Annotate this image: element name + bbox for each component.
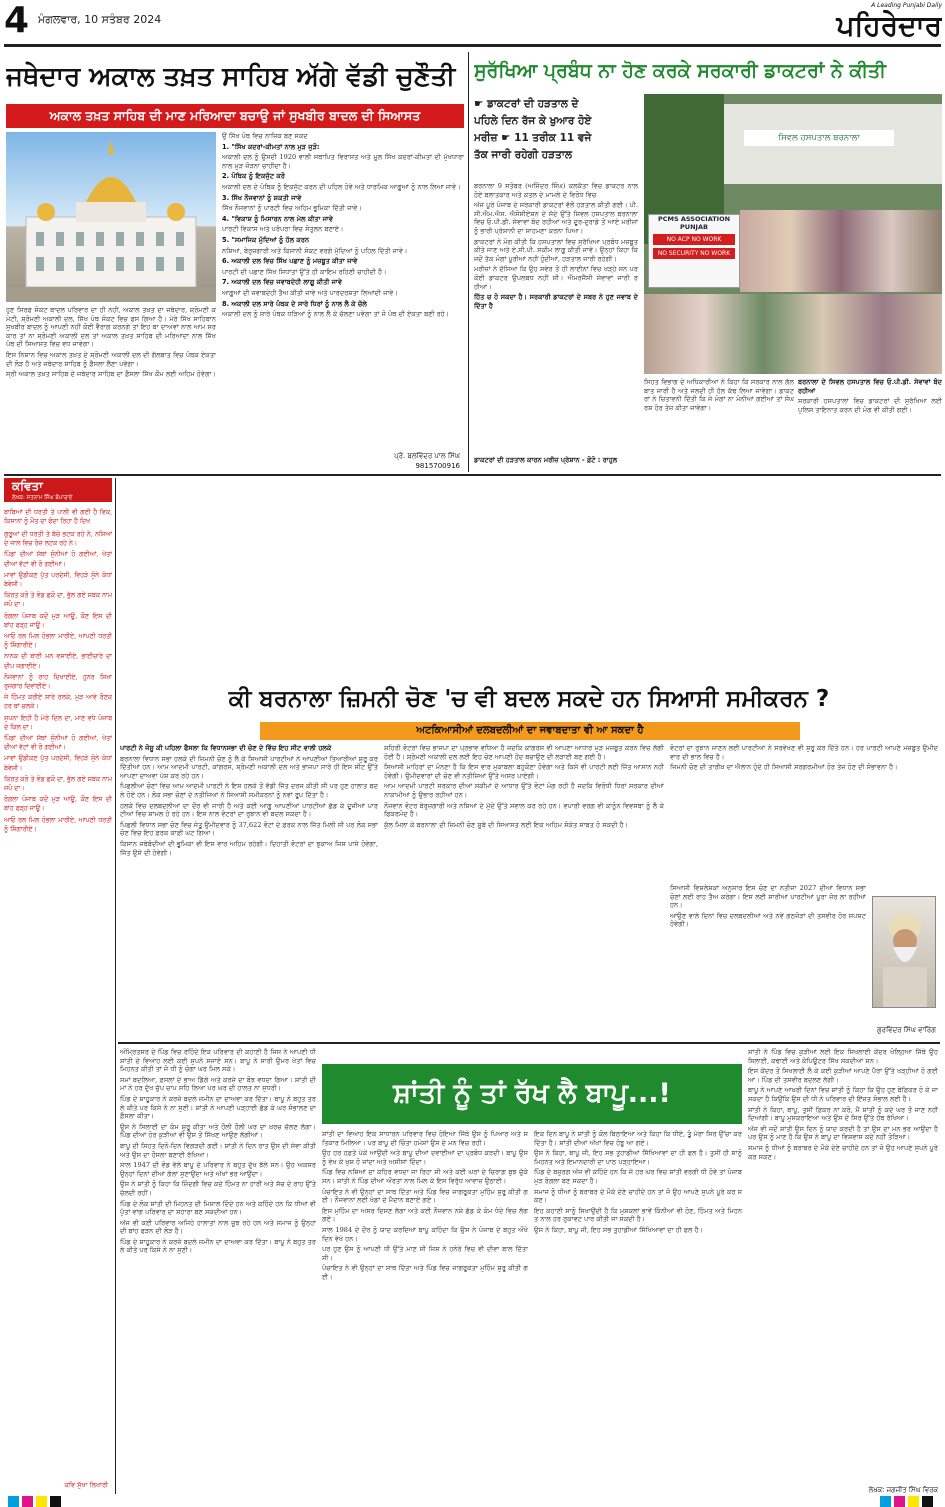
story1-intro: ਉਂ ਸਿੱਖ ਪੰਥ ਵਿਚ ਨਾਜ਼ਿਕ ਬਣ ਸਕਦ — [222, 132, 308, 140]
page-date: ਮੰਗਲਵਾਰ, 10 ਸਤੰਬਰ 2024 — [38, 13, 162, 26]
story3-headline: ਕੀ ਬਰਨਾਲਾ ਜ਼ਿਮਨੀ ਚੋਣ 'ਚ ਵੀ ਬਦਲ ਸਕਦੇ ਹਨ ਸਿਆਸੀ ਸਮੀਕਰਨ ? — [228, 686, 830, 712]
story4-headline: ਸ਼ਾਂਤੀ ਨੂੰ ਤਾਂ ਰੱਖ ਲੈ ਬਾਪੂ...! — [322, 1064, 742, 1124]
story1-point-8: 8. ਅਕਾਲੀ ਦਲ ਸਾਰੇ ਪੰਥਕ ਦੇ ਸਾਰੇ ਧਿਰਾਂ ਨੂੰ ਨਾਲ ਲੈ ਕੇ ਚੱਲੇ — [222, 299, 367, 308]
protest-group-1 — [740, 210, 942, 292]
registration-bar — [0, 1496, 945, 1507]
banner-org: PCMS ASSOCIATION — [657, 215, 731, 223]
golden-temple-illustration — [6, 132, 216, 302]
story2-col-note: ਬਰਨਾਲਾ ਦੇ ਸਿਵਲ ਹਸਪਤਾਲ ਵਿਚ ਓ.ਪੀ.ਡੀ. ਸੇਵਾਵਾਂ ਬੰਦ ਰਹੀਆਂ — [798, 378, 942, 395]
black-swatch — [50, 1496, 61, 1507]
story2-col2-text: ਸਿਹਤ ਵਿਭਾਗ ਦੇ ਅਧਿਕਾਰੀਆਂ ਨੇ ਕਿਹਾ ਕਿ ਸਰਕਾਰ ਨਾਲ ਗੱਲਬਾਤ ਜਾਰੀ ਹੈ ਅਤੇ ਜਲਦੀ ਹੀ ਹੱਲ ਕੱਢ ਲਿਆ ਜਾਵੇਗਾ। ਡਾਕਟਰਾਂ ਨੇ ਚਿਤਾਵਨੀ ਦਿੱਤੀ ਕਿ ਜੇ ਮੰਗਾਂ ਨਾ ਮੰਨੀਆਂ ਗਈਆਂ ਤਾਂ ਸੰਘਰਸ਼ ਹੋਰ ਤੇਜ਼ ਕੀਤਾ ਜਾਵੇਗਾ। — [644, 378, 794, 412]
magenta-swatch — [22, 1496, 33, 1507]
story1-point-2: 2. ਪੰਥਿਕ ਨੂੰ ਇਕਜੁੱਟ ਕਰੋ — [222, 172, 285, 181]
story1-subheadline: ਅਕਾਲ ਤਖ਼ਤ ਸਾਹਿਬ ਦੀ ਮਾਣ ਮਰਿਆਦਾ ਬਚਾਉ ਜਾਂ ਸੁਖਬੀਰ ਬਾਦਲ ਦੀ ਸਿਆਸਤ — [6, 104, 464, 128]
story3-col2-text: ਸ਼ਹਿਰੀ ਵੋਟਰਾਂ ਵਿਚ ਭਾਜਪਾ ਦਾ ਪ੍ਰਭਾਵ ਵਧਿਆ ਹੈ ਜਦਕਿ ਕਾਂਗਰਸ ਵੀ ਆਪਣਾ ਆਧਾਰ ਮੁੜ ਮਜ਼ਬੂਤ ਕਰਨ ਵਿਚ ਲੱਗੀ ਹੋਈ ਹੈ। ਸ਼੍ਰੋਮਣੀ ਅਕਾਲੀ ਦਲ ਲਈ ਇਹ ਚੋਣ ਆਪਣੀ ਹੋਂਦ ਬਚਾਉਣ ਦੀ ਲੜਾਈ ਬਣ ਗਈ ਹੈ। ਸਿਆਸੀ ਮਾਹਿਰਾਂ ਦਾ ਮੰਨਣਾ ਹੈ ਕਿ ਇਸ ਵਾਰ ਮੁਕਾਬਲਾ ਬਹੁਕੋਣਾ ਹੋਵੇਗਾ ਅਤੇ ਕਿਸੇ ਵੀ ਪਾਰਟੀ ਲਈ ਜਿੱਤ ਆਸਾਨ ਨਹੀਂ ਹੋਵੇਗੀ। ਉਮੀਦਵਾਰਾਂ ਦੀ ਚੋਣ ਵੀ ਨਤੀਜਿਆਂ ਉੱਤੇ ਅਸਰ ਪਾਏਗੀ। ਆਮ ਆਦਮੀ ਪਾਰਟੀ ਸਰਕਾਰ ਦੀਆਂ ਸਕੀਮਾਂ ਦੇ ਆਧਾਰ ਉੱਤੇ ਵੋਟਾਂ ਮੰਗ ਰਹੀ ਹੈ ਜਦਕਿ ਵਿਰੋਧੀ ਧਿਰਾਂ ਸਰਕਾਰ ਦੀਆਂ ਨਾਕਾਮੀਆਂ ਨੂੰ ਉਭਾਰ ਰਹੀਆਂ ਹਨ। ਨੌਜਵਾਨ ਵੋਟਰ ਬੇਰੁਜ਼ਗਾਰੀ ਅਤੇ ਨਸ਼ਿਆਂ ਦੇ ਮੁੱਦੇ ਉੱਤੇ ਸਵਾਲ ਕਰ ਰਹੇ ਹਨ। ਵਪਾਰੀ ਵਰਗ ਵੀ ਕਾਨੂੰਨ ਵਿਵਸਥਾ ਨੂੰ ਲੈ ਕੇ ਫਿਕਰਮੰਦ ਹੈ। ਕੁੱਲ ਮਿਲਾ ਕੇ ਬਰਨਾਲਾ ਦੀ ਜ਼ਿਮਨੀ ਚੋਣ ਸੂਬੇ ਦੀ ਸਿਆਸਤ ਲਈ ਇਕ ਅਹਿਮ ਸੰਕੇਤ ਸਾਬਤ ਹੋ ਸਕਦੀ ਹੈ। — [384, 744, 664, 829]
header-rule — [4, 44, 941, 47]
poetry-stanza-1: ਬਾਬਿਆਂ ਦੀ ਧਰਤੀ ਤੇ ਪਾਲੀ ਵੀ ਗਈ ਹੈ ਵਿਕ, ਕਿਸਾਨਾਂ ਨੂੰ ਮੌਤ ਦਾ ਫੰਦਾ ਰਿਹਾ ਹੈ ਦਿਖ — [4, 509, 112, 525]
story3-lead: ਪਾਰਟੀ ਨੇ ਜੋਸੂ ਕੀ ਪਹਿਲਾ ਫੈਸਲਾ ਕਿ ਵਿਧਾਨਸਭਾ ਦੀ ਚੋਣ ਦੇ ਵਿੱਚ ਇਹ ਸੀਟ ਵਾਲੀ ਹਲਕੇ — [120, 744, 332, 752]
story1-point-5: 5. "ਸਮਾਜਿਕ ਮੁੱਦਿਆਂ ਨੂੰ ਹੱਲ ਕਰਨ — [222, 235, 310, 244]
banner-slogan-2: NO SECURITY NO WORK — [653, 248, 735, 259]
story1-byline: ਪ੍ਰੋ. ਬਲਵਿੰਦਰ ਪਾਲ ਸਿੰਘ — [394, 452, 460, 460]
page-number: 4 — [4, 2, 30, 40]
horizontal-rule-2 — [118, 1042, 940, 1044]
story2-col1-text: ਬਰਨਾਲਾ 9 ਸਤੰਬਰ (ਅਜਿੰਦਰ ਸਿੰਘ) ਕਲਕੱਤਾ ਵਿਚ ਡਾਕਟਰ ਨਾਲ ਹੋਏ ਬਲਾਤਕਾਰ ਅਤੇ ਕਤਲ ਦੇ ਮਾਮਲੇ ਦੇ ਵਿਰੋਧ ਵਿਚ ਅੱਜ ਪੂਰੇ ਪੰਜਾਬ ਦੇ ਸਰਕਾਰੀ ਡਾਕਟਰਾਂ ਵੱਲੋਂ ਹੜਤਾਲ ਕੀਤੀ ਗਈ। ਪੀ.ਸੀ.ਐਮ.ਐਸ. ਐਸੋਸੀਏਸ਼ਨ ਦੇ ਸੱਦੇ ਉੱਤੇ ਸਿਵਲ ਹਸਪਤਾਲ ਬਰਨਾਲਾ ਵਿਚ ਓ.ਪੀ.ਡੀ. ਸੇਵਾਵਾਂ ਬੰਦ ਰਹੀਆਂ ਅਤੇ ਦੂਰ-ਦੁਰਾਡੇ ਤੋਂ ਆਏ ਮਰੀਜ਼ਾਂ ਨੂੰ ਭਾਰੀ ਪ੍ਰੇਸ਼ਾਨੀ ਦਾ ਸਾਹਮਣਾ ਕਰਨਾ ਪਿਆ। ਡਾਕਟਰਾਂ ਨੇ ਮੰਗ ਕੀਤੀ ਕਿ ਹਸਪਤਾਲਾਂ ਵਿਚ ਸੁਰੱਖਿਆ ਪ੍ਰਬੰਧ ਮਜ਼ਬੂਤ ਕੀਤੇ ਜਾਣ ਅਤੇ ਏ.ਸੀ.ਪੀ. ਸਕੀਮ ਲਾਗੂ ਕੀਤੀ ਜਾਵੇ। ਉਨ੍ਹਾਂ ਕਿਹਾ ਕਿ ਜਦੋਂ ਤੱਕ ਮੰਗਾਂ ਪੂਰੀਆਂ ਨਹੀਂ ਹੁੰਦੀਆਂ, ਹੜਤਾਲ ਜਾਰੀ ਰਹੇਗੀ। ਮਰੀਜ਼ਾਂ ਨੇ ਦੱਸਿਆ ਕਿ ਉਹ ਸਵੇਰ ਤੋਂ ਹੀ ਲਾਈਨਾਂ ਵਿਚ ਖੜ੍ਹੇ ਸਨ ਪਰ ਕੋਈ ਡਾਕਟਰ ਉਪਲਬਧ ਨਹੀਂ ਸੀ। ਐਮਰਜੈਂਸੀ ਸੇਵਾਵਾਂ ਜਾਰੀ ਰਹੀਆਂ। ਹਿੱਤ ਚ ਹੋ ਸਕਦਾ ਹੈ। ਸਰਕਾਰੀ ਡਾਕਟਰਾਂ ਦੇ ਸਬਰ ਨੇ ਹੁਣ ਜਵਾਬ ਦੇ ਦਿੱਤਾ ਹੈ — [474, 182, 638, 310]
magenta-swatch-right — [894, 1496, 905, 1507]
protest-group-2 — [644, 294, 942, 374]
poetry-divider — [115, 478, 116, 1494]
author-portrait-icon — [873, 897, 936, 1008]
story4-col3-text: ਇਕ ਦਿਨ ਬਾਪੂ ਨੇ ਸ਼ਾਂਤੀ ਨੂੰ ਕੋਲ ਬਿਠਾਇਆ ਅਤੇ ਕਿਹਾ ਕਿ ਧੀਏ, ਤੂੰ ਮੇਰਾ ਸਿਰ ਉੱਚਾ ਕਰ ਦਿੱਤਾ ਹੈ। ਸ਼ਾਂਤੀ ਦੀਆਂ ਅੱਖਾਂ ਵਿਚ ਹੰਝੂ ਆ ਗਏ। ਉਸ ਨੇ ਕਿਹਾ, ਬਾਪੂ ਜੀ, ਇਹ ਸਭ ਤੁਹਾਡੀਆਂ ਸਿੱਖਿਆਵਾਂ ਦਾ ਹੀ ਫਲ ਹੈ। ਤੁਸੀਂ ਹੀ ਸਾਨੂੰ ਮਿਹਨਤ ਅਤੇ ਇਮਾਨਦਾਰੀ ਦਾ ਪਾਠ ਪੜ੍ਹਾਇਆ। ਪਿੰਡ ਦੇ ਬਜ਼ੁਰਗ ਅੱਜ ਵੀ ਕਹਿੰਦੇ ਹਨ ਕਿ ਜੇ ਹਰ ਘਰ ਵਿਚ ਸ਼ਾਂਤੀ ਵਰਗੀ ਧੀ ਹੋਵੇ ਤਾਂ ਪੰਜਾਬ ਮੁੜ ਰੰਗਲਾ ਬਣ ਸਕਦਾ ਹੈ। ਸਮਾਜ ਨੂੰ ਧੀਆਂ ਨੂੰ ਬਰਾਬਰ ਦੇ ਮੌਕੇ ਦੇਣੇ ਚਾਹੀਦੇ ਹਨ ਤਾਂ ਜੋ ਉਹ ਆਪਣੇ ਸੁਪਨੇ ਪੂਰੇ ਕਰ ਸਕਣ। ਇਹ ਕਹਾਣੀ ਸਾਨੂੰ ਸਿਖਾਉਂਦੀ ਹੈ ਕਿ ਮੁਸ਼ਕਲਾਂ ਭਾਵੇਂ ਕਿੰਨੀਆਂ ਵੀ ਹੋਣ, ਹਿੰਮਤ ਅਤੇ ਮਿਹਨਤ ਨਾਲ ਹਰ ਰੁਕਾਵਟ ਪਾਰ ਕੀਤੀ ਜਾ ਸਕਦੀ ਹੈ। ਉਸ ਨੇ ਕਿਹਾ, ਬਾਪੂ ਜੀ, ਇਹ ਸਭ ਤੁਹਾਡੀਆਂ ਸਿੱਖਿਆਵਾਂ ਦਾ ਹੀ ਫਲ ਹੈ। — [534, 1130, 742, 1234]
story2-deck — [474, 96, 638, 178]
story4-byline: ਲੇਖਕ: ਜਗਜੀਤ ਸਿੰਘ ਵਿਰਕ — [868, 1486, 938, 1494]
story1-point-7: 7. ਅਕਾਲੀ ਦਲ ਵਿਚ ਜਵਾਬਦੇਹੀ ਲਾਗੂ ਕੀਤੀ ਜਾਵੇ — [222, 278, 342, 287]
story2-quote: ਹਿੱਤ ਚ ਹੋ ਸਕਦਾ ਹੈ। ਸਰਕਾਰੀ ਡਾਕਟਰਾਂ ਦੇ ਸਬਰ ਨੇ ਹੁਣ ਜਵਾਬ ਦੇ ਦਿੱਤਾ ਹੈ — [474, 293, 638, 310]
story4-col1-text: ਅੰਮ੍ਰਿਤਸਰ ਦੇ ਪਿੰਡ ਵਿਚ ਰਹਿੰਦੇ ਇਕ ਪਰਿਵਾਰ ਦੀ ਕਹਾਣੀ ਹੈ ਜਿਸ ਨੇ ਆਪਣੀ ਧੀ ਸ਼ਾਂਤੀ ਦੇ ਵਿਆਹ ਲਈ ਕਈ ਸੁਪਨੇ ਸਜਾਏ ਸਨ। ਬਾਪੂ ਨੇ ਸਾਰੀ ਉਮਰ ਖੇਤਾਂ ਵਿਚ ਮਿਹਨਤ ਕੀਤੀ ਤਾਂ ਜੋ ਧੀ ਨੂੰ ਚੰਗਾ ਘਰ ਮਿਲ ਸਕੇ। ਸਮਾਂ ਬਦਲਿਆ, ਫ਼ਸਲਾਂ ਦੇ ਭਾਅ ਡਿੱਗੇ ਅਤੇ ਕਰਜ਼ੇ ਦਾ ਬੋਝ ਵਧਦਾ ਗਿਆ। ਸ਼ਾਂਤੀ ਦੀ ਮਾਂ ਨੇ ਹਰ ਦੁੱਖ ਚੁੱਪ ਚਾਪ ਸਹਿ ਲਿਆ ਪਰ ਘਰ ਦੀ ਹਾਲਤ ਨਾ ਸੁਧਰੀ। ਪਿੰਡ ਦੇ ਸ਼ਾਹੂਕਾਰ ਨੇ ਕਰਜ਼ੇ ਬਦਲੇ ਜ਼ਮੀਨ ਦਾ ਦਾਅਵਾ ਕਰ ਦਿੱਤਾ। ਬਾਪੂ ਨੇ ਬਹੁਤ ਤਰਲੇ ਕੀਤੇ ਪਰ ਕਿਸੇ ਨੇ ਨਾ ਸੁਣੀ। ਸ਼ਾਂਤੀ ਨੇ ਆਪਣੀ ਪੜ੍ਹਾਈ ਛੱਡ ਕੇ ਘਰ ਸੰਭਾਲਣ ਦਾ ਫ਼ੈਸਲਾ ਕੀਤਾ। ਉਸ ਨੇ ਸਿਲਾਈ ਦਾ ਕੰਮ ਸ਼ੁਰੂ ਕੀਤਾ ਅਤੇ ਹੌਲੀ ਹੌਲੀ ਘਰ ਦਾ ਖ਼ਰਚ ਚੱਲਣ ਲੱਗਾ। ਪਿੰਡ ਦੀਆਂ ਹੋਰ ਕੁੜੀਆਂ ਵੀ ਉਸ ਤੋਂ ਸਿੱਖਣ ਆਉਣ ਲੱਗੀਆਂ। ਬਾਪੂ ਦੀ ਸਿਹਤ ਦਿਨੋ-ਦਿਨ ਵਿਗੜਦੀ ਗਈ। ਸ਼ਾਂਤੀ ਨੇ ਦਿਨ ਰਾਤ ਉਸ ਦੀ ਸੇਵਾ ਕੀਤੀ ਅਤੇ ਉਸ ਦਾ ਹੌਸਲਾ ਬਣਾਈ ਰੱਖਿਆ। ਸਾਲ 1947 ਦੀ ਵੰਡ ਵੇਲੇ ਬਾਪੂ ਦੇ ਪਰਿਵਾਰ ਨੇ ਬਹੁਤ ਦੁੱਖ ਝੱਲੇ ਸਨ। ਉਹ ਅਕਸਰ ਉਨ੍ਹਾਂ ਦਿਨਾਂ ਦੀਆਂ ਗੱਲਾਂ ਸੁਣਾਉਂਦਾ ਅਤੇ ਅੱਖਾਂ ਭਰ ਆਉਂਦਾ। ਉਸ ਨੇ ਸ਼ਾਂਤੀ ਨੂੰ ਕਿਹਾ ਕਿ ਜ਼ਿੰਦਗੀ ਵਿਚ ਕਦੇ ਹਿੰਮਤ ਨਾ ਹਾਰੀਂ ਅਤੇ ਸੱਚ ਦੇ ਰਾਹ ਉੱਤੇ ਚੱਲਦੀ ਰਹੀਂ। ਪਿੰਡ ਦੇ ਲੋਕ ਸ਼ਾਂਤੀ ਦੀ ਮਿਹਨਤ ਦੀ ਮਿਸਾਲ ਦਿੰਦੇ ਹਨ ਅਤੇ ਕਹਿੰਦੇ ਹਨ ਕਿ ਧੀਆਂ ਵੀ ਪੁੱਤਾਂ ਵਾਂਗ ਪਰਿਵਾਰ ਦਾ ਸਹਾਰਾ ਬਣ ਸਕਦੀਆਂ ਹਨ। ਅੱਜ ਵੀ ਕਈ ਪਰਿਵਾਰ ਅਜਿਹੇ ਹਾਲਾਤਾਂ ਨਾਲ ਜੂਝ ਰਹੇ ਹਨ ਅਤੇ ਸਮਾਜ ਨੂੰ ਉਨ੍ਹਾਂ ਦੀ ਬਾਂਹ ਫੜਨ ਦੀ ਲੋੜ ਹੈ। ਪਿੰਡ ਦੇ ਸ਼ਾਹੂਕਾਰ ਨੇ ਕਰਜ਼ੇ ਬਦਲੇ ਜ਼ਮੀਨ ਦਾ ਦਾਅਵਾ ਕਰ ਦਿੱਤਾ। ਬਾਪੂ ਨੇ ਬਹੁਤ ਤਰਲੇ ਕੀਤੇ ਪਰ ਕਿਸੇ ਨੇ ਨਾ ਸੁਣੀ। — [120, 1048, 316, 1255]
story1-col1-text: ਹੁਣ ਸਿਰਫ ਸੰਕਟ ਬਾਦਲ ਪਰਿਵਾਰ ਦਾ ਹੀ ਨਹੀਂ, ਅਕਾਲ ਤਖ਼ਤ ਦਾ ਜਥੇਦਾਰ, ਸ਼੍ਰੋਮਣੀ ਕਮੇਟੀ, ਸ਼੍ਰੋਮਣੀ ਅਕਾਲੀ ਦਲ, ਸਿੱਖ ਪੰਥ ਸੰਕਟ ਵਿਚ ਫਸ ਗਿਆ ਹੈ। ਮੇਰੇ ਸਿੱਖ ਸਾਹਿਬਾਨ ਸੁਖਬੀਰ ਬਾਦਲ ਨੂੰ ਆਪਣੀ ਨਹੀਂ ਕੋਈ ਵੈਰਾਗ ਕਰਨਗੇ ਤਾਂ ਇਹ ਬਾ ਦਾਅਵਾਂ ਨਾਲ ਆਮ ਸਰਕਾਰ ਤਾਂ ਨਾ ਸ਼੍ਰੋਮਣੀ ਅਕਾਲੀ ਦਲ ਤਾਂ ਅਕਾਲ ਤਖ਼ਤ ਸਾਹਿਬ ਦੀ ਮਰਿਆਦਾ ਨਾਲ ਸਿੱਖ ਪੰਥ ਦੀ ਸਿਆਸਤ ਵਿਚ ਵਧ ਜਾਵੇਗਾ। ਇਸ ਨਿਸ਼ਾਨ ਵਿਚ ਅਕਾਲ ਤਖ਼ਤ ਦੇ ਸ਼੍ਰੋਮਣੀ ਅਕਾਲੀ ਦਲ ਦੀ ਗੱਲਬਾਤ ਵਿਚ ਪੰਥਕ ਏਕਤਾ ਦੀ ਲੋੜ ਹੈ ਅਤੇ ਜਥੇਦਾਰ ਸਾਹਿਬ ਨੂੰ ਫ਼ੈਸਲਾ ਲੈਣਾ ਪਵੇਗਾ। ਸ੍ਰੀ ਅਕਾਲ ਤਖ਼ਤ ਸਾਹਿਬ ਦੇ ਜਥੇਦਾਰ ਸਾਹਿਬ ਦਾ ਫ਼ੈਸਲਾ ਸਿੱਖ ਕੌਮ ਲਈ ਅਹਿਮ ਹੋਵੇਗਾ। — [6, 306, 216, 379]
story1-point-4: 4. "ਵਿਕਾਸ਼ ਨੂੰ ਮਿਸਾਰਨ ਨਾਲ ਮੇਲ ਕੀਤਾ ਜਾਵੇ — [222, 214, 334, 223]
story1-point-1: 1. "ਸਿੱਖ ਕਦਰਾਂ-ਕੀਮਤਾਂ ਨਾਲ ਮੁੜ ਜੁੜੋ: — [222, 142, 320, 151]
author-photo — [872, 896, 936, 1008]
hospital-photo — [644, 94, 942, 374]
story1-col2-text: ਉਂ ਸਿੱਖ ਪੰਥ ਵਿਚ ਨਾਜ਼ਿਕ ਬਣ ਸਕਦ 1. "ਸਿੱਖ ਕਦਰਾਂ-ਕੀਮਤਾਂ ਨਾਲ ਮੁੜ ਜੁੜੋ: ਅਕਾਲੀ ਦਲ ਨੂੰ ਉਸਦੀ 1920 ਵਾਲੀ ਸਥਾਪਿਤ ਵਿਰਾਸਤ ਅਤੇ ਮੂਲ ਸਿੱਖ ਕਦਰਾਂ-ਕੀਮਤਾਂ ਦੀ ਮੁੱਖਧਾਰਾ ਨਾਲ ਮੁੜ ਜੋੜਨਾ ਚਾਹੀਦਾ ਹੈ। 2. ਪੰਥਿਕ ਨੂੰ ਇਕਜੁੱਟ ਕਰੋ ਅਕਾਲੀ ਦਲ ਦੇ ਪੰਥਿਕ ਨੂੰ ਇਕਜੁੱਟ ਕਰਨ ਦੀ ਪਹਿਲ ਹੋਵੇ ਅਤੇ ਧਾਰਮਿਕ ਆਗੂਆਂ ਨੂੰ ਨਾਲ ਲਿਆ ਜਾਵੇ। 3. ਸਿੱਖ ਨੌਜਵਾਨਾਂ ਨੂੰ ਸ਼ਕਤੀ ਜਾਵੇ ਸਿੱਖ ਨੌਜਵਾਨਾਂ ਨੂੰ ਪਾਰਟੀ ਵਿਚ ਅਹਿਮ ਭੂਮਿਕਾ ਦਿੱਤੀ ਜਾਵੇ। 4. "ਵਿਕਾਸ਼ ਨੂੰ ਮਿਸਾਰਨ ਨਾਲ ਮੇਲ ਕੀਤਾ ਜਾਵੇ ਪਾਰਟੀ ਵਿਕਾਸ ਅਤੇ ਪਰੰਪਰਾ ਵਿਚ ਸੰਤੁਲਨ ਬਣਾਏ। 5. "ਸਮਾਜਿਕ ਮੁੱਦਿਆਂ ਨੂੰ ਹੱਲ ਕਰਨ ਨਸ਼ਿਆਂ, ਬੇਰੁਜ਼ਗਾਰੀ ਅਤੇ ਕਿਸਾਨੀ ਸੰਕਟ ਵਰਗੇ ਮੁੱਦਿਆਂ ਨੂੰ ਪਹਿਲ ਦਿੱਤੀ ਜਾਵੇ। 6. ਅਕਾਲੀ ਦਲ ਵਿਚ ਸਿੱਖ ਪਛਾਣ ਨੂੰ ਮਜ਼ਬੂਤ ਕੀਤਾ ਜਾਵੇ ਪਾਰਟੀ ਦੀ ਪਛਾਣ ਸਿੱਖ ਸਿਧਾਂਤਾਂ ਉੱਤੇ ਹੀ ਕਾਇਮ ਰਹਿਣੀ ਚਾਹੀਦੀ ਹੈ। 7. ਅਕਾਲੀ ਦਲ ਵਿਚ ਜਵਾਬਦੇਹੀ ਲਾਗੂ ਕੀਤੀ ਜਾਵੇ ਆਗੂਆਂ ਦੀ ਜਵਾਬਦੇਹੀ ਤੈਅ ਕੀਤੀ ਜਾਵੇ ਅਤੇ ਪਾਰਦਰਸ਼ਤਾ ਲਿਆਂਦੀ ਜਾਵੇ। 8. ਅਕਾਲੀ ਦਲ ਸਾਰੇ ਪੰਥਕ ਦੇ ਸਾਰੇ ਧਿਰਾਂ ਨੂੰ ਨਾਲ ਲੈ ਕੇ ਚੱਲੇ ਅਕਾਲੀ ਦਲ ਨੂੰ ਸਾਰੇ ਪੰਥਕ ਧੜਿਆਂ ਨੂੰ ਨਾਲ ਲੈ ਕੇ ਚੱਲਣਾ ਪਵੇਗਾ ਤਾਂ ਜੋ ਪੰਥ ਦੀ ਏਕਤਾ ਬਣੀ ਰਹੇ। — [222, 132, 464, 319]
yellow-swatch — [36, 1496, 47, 1507]
yellow-swatch-right — [908, 1496, 919, 1507]
cyan-swatch — [8, 1496, 19, 1507]
deck-line-4: ਤੱਕ ਜਾਰੀ ਰਹੇਗੀ ਹੜਤਾਲ — [474, 149, 572, 161]
story3-subheadline: ਅਟਕਿਆਸੀਆਂ ਦਲਬਦਲੀਆਂ ਦਾ ਜਵਾਬਦਾਤਾ ਵੀ ਆ ਸਕਦਾ ਹੈ — [260, 722, 800, 740]
cyan-swatch-right — [880, 1496, 891, 1507]
hospital-sign: ਸਿਵਲ ਹਸਪਤਾਲ ਬਰਨਾਲਾ — [744, 130, 894, 146]
poetry-author: ਲੇਖਕ: ਸਤਨਾਮ ਸਿੰਘ ਬੋਪਾਰਾਏ — [4, 494, 112, 502]
story3-col1-text: ਪਾਰਟੀ ਨੇ ਜੋਸੂ ਕੀ ਪਹਿਲਾ ਫੈਸਲਾ ਕਿ ਵਿਧਾਨਸਭਾ ਦੀ ਚੋਣ ਦੇ ਵਿੱਚ ਇਹ ਸੀਟ ਵਾਲੀ ਹਲਕੇ ਬਰਨਾਲਾ ਵਿਧਾਨ ਸਭਾ ਹਲਕੇ ਦੀ ਜ਼ਿਮਨੀ ਚੋਣ ਨੂੰ ਲੈ ਕੇ ਸਿਆਸੀ ਪਾਰਟੀਆਂ ਨੇ ਆਪਣੀਆਂ ਤਿਆਰੀਆਂ ਸ਼ੁਰੂ ਕਰ ਦਿੱਤੀਆਂ ਹਨ। ਆਮ ਆਦਮੀ ਪਾਰਟੀ, ਕਾਂਗਰਸ, ਸ਼੍ਰੋਮਣੀ ਅਕਾਲੀ ਦਲ ਅਤੇ ਭਾਜਪਾ ਸਾਰੇ ਹੀ ਇਸ ਸੀਟ ਉੱਤੇ ਆਪਣਾ ਦਾਅਵਾ ਪੇਸ਼ ਕਰ ਰਹੇ ਹਨ। ਪਿਛਲੀਆਂ ਚੋਣਾਂ ਵਿਚ ਆਮ ਆਦਮੀ ਪਾਰਟੀ ਨੇ ਇਸ ਹਲਕੇ ਤੋਂ ਵੱਡੀ ਜਿੱਤ ਦਰਜ ਕੀਤੀ ਸੀ ਪਰ ਹੁਣ ਹਾਲਾਤ ਬਦਲੇ ਹੋਏ ਹਨ। ਲੋਕ ਸਭਾ ਚੋਣਾਂ ਦੇ ਨਤੀਜਿਆਂ ਨੇ ਸਿਆਸੀ ਸਮੀਕਰਨਾਂ ਨੂੰ ਨਵਾਂ ਰੂਪ ਦਿੱਤਾ ਹੈ। ਹਲਕੇ ਵਿਚ ਦਲਬਦਲੀਆਂ ਦਾ ਦੌਰ ਵੀ ਜਾਰੀ ਹੈ ਅਤੇ ਕਈ ਆਗੂ ਆਪਣੀਆਂ ਪਾਰਟੀਆਂ ਛੱਡ ਕੇ ਦੂਜੀਆਂ ਪਾਰਟੀਆਂ ਵਿਚ ਸ਼ਾਮਲ ਹੋ ਰਹੇ ਹਨ। ਇਸ ਨਾਲ ਵੋਟਰਾਂ ਦਾ ਰੁਝਾਨ ਵੀ ਬਦਲ ਸਕਦਾ ਹੈ। ਪਿਛਲੀ ਵਿਧਾਨ ਸਭਾ ਚੋਣ ਵਿਚ ਜੇਤੂ ਉਮੀਦਵਾਰ ਨੂੰ 37,622 ਵੋਟਾਂ ਦੇ ਫ਼ਰਕ ਨਾਲ ਜਿੱਤ ਮਿਲੀ ਸੀ ਪਰ ਲੋਕ ਸਭਾ ਚੋਣ ਵਿਚ ਇਹ ਫ਼ਰਕ ਕਾਫ਼ੀ ਘਟ ਗਿਆ। ਕਿਸਾਨ ਜਥੇਬੰਦੀਆਂ ਦੀ ਭੂਮਿਕਾ ਵੀ ਇਸ ਵਾਰ ਅਹਿਮ ਰਹੇਗੀ। ਦਿਹਾਤੀ ਵੋਟਰਾਂ ਦਾ ਝੁਕਾਅ ਜਿਸ ਪਾਸੇ ਹੋਵੇਗਾ, ਜਿੱਤ ਉਸੇ ਦੀ ਹੋਵੇਗੀ। — [120, 744, 378, 857]
story2-body-snippet: ਬਰਨਾਲਾ 9 ਸਤੰਬਰ (ਅਜਿੰਦਰ ਸਿੰਘ) ਕਲਕੱਤਾ ਵਿਚ ਡਾਕਟਰ ਨਾਲ ਹੋਏ ਬਲਾਤਕਾਰ ਅਤੇ ਕਤਲ ਦੇ ਮਾਮਲੇ ਦੇ ਵਿਰੋਧ ਵਿਚ — [474, 182, 638, 199]
poetry-body: ਗੁਰੂਆਂ ਦੀ ਧਰਤੀ ਤੇ ਬੱਚੇ ਭਟਕ ਰਹੇ ਨੇ, ਨਸ਼ਿਆਂ ਦੇ ਜਾਲ ਵਿਚ ਰੋਜ਼ ਲਟਕ ਰਹੇ ਨੇ। ਪਿੰਡਾਂ ਦੀਆਂ ਸੱਥਾਂ ਸੁੰਨੀਆਂ ਹੋ ਗਈਆਂ, ਖੇਤਾਂ ਦੀਆਂ ਵੱਟਾਂ ਵੀ ਰੋ ਗਈਆਂ। ਮਾਵਾਂ ਉਡੀਕਣ ਪੁੱਤ ਪਰਦੇਸੀ, ਵਿਹੜੇ ਸੁੰਨੇ ਕੰਧਾਂ ਬੇਵੇਸੀ। ਕਿਰਤ ਕਰੋ ਤੇ ਵੰਡ ਛਕੋ ਦਾ, ਭੁੱਲ ਗਏ ਸਬਕ ਨਾਮ ਜਪੋ ਦਾ। ਰੰਗਲਾ ਪੰਜਾਬ ਕਦੋਂ ਮੁੜ ਆਊ, ਕੌਣ ਇਸ ਦੀ ਬਾਂਹ ਫੜ੍ਹ ਜਾਊ। ਆਓ ਰਲ ਮਿਲ ਹੰਭਲਾ ਮਾਰੀਏ, ਆਪਣੀ ਧਰਤੀ ਨੂੰ ਸ਼ਿੰਗਾਰੀਏ। ਨਾਨਕ ਦੀ ਬਾਣੀ ਮਨ ਵਸਾਈਏ, ਭਾਈਚਾਰੇ ਦਾ ਦੀਪ ਜਗਾਈਏ। ਨੌਜਵਾਨਾਂ ਨੂੰ ਰਾਹ ਦਿਖਾਈਏ, ਹੁਨਰ ਸਿਖਾ ਰੁਜ਼ਗਾਰ ਦਿਵਾਈਏ। ਜੇ ਹਿੰਮਤ ਕਰੀਏ ਸਾਰੇ ਰਲਕੇ, ਮੁੜ ਆਵੇ ਰੌਣਕ ਹਰ ਥਾਂ ਚਲਕੇ। ਸੁਪਨਾ ਇਹੀ ਹੈ ਮੇਰੇ ਦਿਲ ਦਾ, ਮਾਣ ਵਧੇ ਪੰਜਾਬ ਦੇ ਕਿਲ ਦਾ। ਪਿੰਡਾਂ ਦੀਆਂ ਸੱਥਾਂ ਸੁੰਨੀਆਂ ਹੋ ਗਈਆਂ, ਖੇਤਾਂ ਦੀਆਂ ਵੱਟਾਂ ਵੀ ਰੋ ਗਈਆਂ। ਮਾਵਾਂ ਉਡੀਕਣ ਪੁੱਤ ਪਰਦੇਸੀ, ਵਿਹੜੇ ਸੁੰਨੇ ਕੰਧਾਂ ਬੇਵੇਸੀ। ਕਿਰਤ ਕਰੋ ਤੇ ਵੰਡ ਛਕੋ ਦਾ, ਭੁੱਲ ਗਏ ਸਬਕ ਨਾਮ ਜਪੋ ਦਾ। ਰੰਗਲਾ ਪੰਜਾਬ ਕਦੋਂ ਮੁੜ ਆਊ, ਕੌਣ ਇਸ ਦੀ ਬਾਂਹ ਫੜ੍ਹ ਜਾਊ। ਆਓ ਰਲ ਮਿਲ ਹੰਭਲਾ ਮਾਰੀਏ, ਆਪਣੀ ਧਰਤੀ ਨੂੰ ਸ਼ਿੰਗਾਰੀਏ। — [4, 531, 112, 833]
deck-line-2: ਪਹਿਲੇ ਦਿਨ ਰੱਜ ਕੇ ਖੁਆਰ ਹੋਏ — [474, 115, 592, 127]
banner-slogan-1: NO ACP NO WORK — [653, 234, 735, 245]
story1-phone: 9815700916 — [415, 462, 460, 470]
banner-state: PUNJAB — [680, 223, 708, 231]
story4-col4-text: ਸ਼ਾਂਤੀ ਨੇ ਪਿੰਡ ਵਿਚ ਕੁੜੀਆਂ ਲਈ ਇਕ ਸਿਖਲਾਈ ਕੇਂਦਰ ਖੋਲ੍ਹਿਆ ਜਿੱਥੇ ਉਹ ਸਿਲਾਈ, ਕਢਾਈ ਅਤੇ ਕੰਪਿਊਟਰ ਸਿੱਖ ਸਕਦੀਆਂ ਸਨ। ਇਸ ਕੇਂਦਰ ਤੋਂ ਸਿਖਲਾਈ ਲੈ ਕੇ ਕਈ ਕੁੜੀਆਂ ਆਪਣੇ ਪੈਰਾਂ ਉੱਤੇ ਖੜ੍ਹੀਆਂ ਹੋ ਗਈਆਂ। ਪਿੰਡ ਦੀ ਤਸਵੀਰ ਬਦਲਣ ਲੱਗੀ। ਬਾਪੂ ਨੇ ਆਪਣੇ ਆਖ਼ਰੀ ਦਿਨਾਂ ਵਿਚ ਸ਼ਾਂਤੀ ਨੂੰ ਕਿਹਾ ਕਿ ਉਹ ਹੁਣ ਬੇਫ਼ਿਕਰ ਹੋ ਕੇ ਜਾ ਸਕਦਾ ਹੈ ਕਿਉਂਕਿ ਉਸ ਦੀ ਧੀ ਨੇ ਪਰਿਵਾਰ ਦੀ ਇੱਜ਼ਤ ਸੰਭਾਲ ਲਈ ਹੈ। ਸ਼ਾਂਤੀ ਨੇ ਕਿਹਾ, ਬਾਪੂ, ਤੁਸੀਂ ਫ਼ਿਕਰ ਨਾ ਕਰੋ, ਮੈਂ ਸ਼ਾਂਤੀ ਨੂੰ ਕਦੇ ਘਰ ਤੋਂ ਜਾਣ ਨਹੀਂ ਦਿਆਂਗੀ। ਬਾਪੂ ਮੁਸਕਰਾਇਆ ਅਤੇ ਉਸ ਦੇ ਸਿਰ ਉੱਤੇ ਹੱਥ ਰੱਖਿਆ। ਅੱਜ ਵੀ ਜਦੋਂ ਸ਼ਾਂਤੀ ਉਸ ਦਿਨ ਨੂੰ ਯਾਦ ਕਰਦੀ ਹੈ ਤਾਂ ਉਸ ਦਾ ਮਨ ਭਰ ਆਉਂਦਾ ਹੈ ਪਰ ਉਸ ਨੂੰ ਮਾਣ ਹੈ ਕਿ ਉਸ ਨੇ ਬਾਪੂ ਦਾ ਵਿਸ਼ਵਾਸ ਕਦੇ ਨਹੀਂ ਤੋੜਿਆ। ਸਮਾਜ ਨੂੰ ਧੀਆਂ ਨੂੰ ਬਰਾਬਰ ਦੇ ਮੌਕੇ ਦੇਣੇ ਚਾਹੀਦੇ ਹਨ ਤਾਂ ਜੋ ਉਹ ਆਪਣੇ ਸੁਪਨੇ ਪੂਰੇ ਕਰ ਸਕਣ। — [748, 1048, 938, 1161]
story1-point-6: 6. ਅਕਾਲੀ ਦਲ ਵਿਚ ਸਿੱਖ ਪਛਾਣ ਨੂੰ ਮਜ਼ਬੂਤ ਕੀਤਾ ਜਾਵੇ — [222, 257, 358, 266]
masthead-title: ਪਹਿਰੇਦਾਰ — [836, 10, 942, 42]
masthead-tagline: A Leading Punjabi Daily — [871, 2, 942, 9]
story3-byline: ਗੁਰਵਿੰਦਰ ਸਿੰਘ ਵਾਰਿੰਗ — [876, 1026, 936, 1034]
poetry-signature: ਕਵਿ ਸੁੱਖਾ ਲਿਖਾਰੀ — [64, 1481, 108, 1489]
temple-photo — [6, 132, 216, 302]
deck-line-1: ☛ ਡਾਕਟਰਾਂ ਦੀ ਹੜਤਾਲ ਦੇ — [474, 98, 579, 110]
story2-headline: ਸੁਰੱਖਿਆ ਪ੍ਰਬੰਧ ਨਾ ਹੋਣ ਕਰਕੇ ਸਰਕਾਰੀ ਡਾਕਟਰਾਂ ਨੇ ਕੀਤੀ — [474, 60, 886, 82]
column-divider-top — [468, 52, 469, 472]
poetry-title: ਕਵਿਤਾ — [4, 478, 112, 494]
story4-col2-text: ਸ਼ਾਂਤੀ ਦਾ ਵਿਆਹ ਇਕ ਸਾਧਾਰਨ ਪਰਿਵਾਰ ਵਿਚ ਹੋਇਆ ਜਿੱਥੇ ਉਸ ਨੂੰ ਪਿਆਰ ਅਤੇ ਸਤਿਕਾਰ ਮਿਲਿਆ। ਪਰ ਬਾਪੂ ਦੀ ਚਿੰਤਾ ਹਮੇਸ਼ਾਂ ਉਸ ਦੇ ਮਨ ਵਿਚ ਰਹੀ। ਉਹ ਹਰ ਹਫ਼ਤੇ ਪੇਕੇ ਆਉਂਦੀ ਅਤੇ ਬਾਪੂ ਦੀਆਂ ਦਵਾਈਆਂ ਦਾ ਪ੍ਰਬੰਧ ਕਰਦੀ। ਬਾਪੂ ਉਸ ਨੂੰ ਵੇਖ ਕੇ ਖ਼ੁਸ਼ ਹੋ ਜਾਂਦਾ ਅਤੇ ਅਸੀਸਾਂ ਦਿੰਦਾ। ਪਿੰਡ ਵਿਚ ਨਸ਼ਿਆਂ ਦਾ ਕਹਿਰ ਵਧਦਾ ਜਾ ਰਿਹਾ ਸੀ ਅਤੇ ਕਈ ਘਰਾਂ ਦੇ ਚਿਰਾਗ਼ ਬੁਝ ਚੁੱਕੇ ਸਨ। ਸ਼ਾਂਤੀ ਨੇ ਪਿੰਡ ਦੀਆਂ ਔਰਤਾਂ ਨਾਲ ਮਿਲ ਕੇ ਇਸ ਵਿਰੁੱਧ ਆਵਾਜ਼ ਉਠਾਈ। ਪੰਚਾਇਤ ਨੇ ਵੀ ਉਨ੍ਹਾਂ ਦਾ ਸਾਥ ਦਿੱਤਾ ਅਤੇ ਪਿੰਡ ਵਿਚ ਜਾਗਰੂਕਤਾ ਮੁਹਿੰਮ ਸ਼ੁਰੂ ਕੀਤੀ ਗਈ। ਨੌਜਵਾਨਾਂ ਲਈ ਖੇਡਾਂ ਦੇ ਮੈਦਾਨ ਬਣਾਏ ਗਏ। ਇਸ ਮੁਹਿੰਮ ਦਾ ਅਸਰ ਦਿਸਣ ਲੱਗਾ ਅਤੇ ਕਈ ਨੌਜਵਾਨ ਨਸ਼ੇ ਛੱਡ ਕੇ ਕੰਮ ਧੰਦੇ ਵਿਚ ਲੱਗ ਗਏ। ਸਾਲ 1984 ਦੇ ਦੌਰ ਨੂੰ ਯਾਦ ਕਰਦਿਆਂ ਬਾਪੂ ਕਹਿੰਦਾ ਕਿ ਉਸ ਨੇ ਪੰਜਾਬ ਦੇ ਬਹੁਤ ਔਖੇ ਦਿਨ ਵੇਖੇ ਹਨ। ਪਰ ਹੁਣ ਉਸ ਨੂੰ ਆਪਣੀ ਧੀ ਉੱਤੇ ਮਾਣ ਸੀ ਜਿਸ ਨੇ ਹਨੇਰੇ ਵਿਚ ਵੀ ਦੀਵਾ ਬਾਲ ਦਿੱਤਾ ਸੀ। ਪੰਚਾਇਤ ਨੇ ਵੀ ਉਨ੍ਹਾਂ ਦਾ ਸਾਥ ਦਿੱਤਾ ਅਤੇ ਪਿੰਡ ਵਿਚ ਜਾਗਰੂਕਤਾ ਮੁਹਿੰਮ ਸ਼ੁਰੂ ਕੀਤੀ ਗਈ। — [322, 1130, 528, 1281]
pcms-banner — [648, 214, 740, 288]
story2-caption: ਡਾਕਟਰਾਂ ਦੀ ਹੜਤਾਲ ਕਾਰਨ ਮਰੀਜ਼ ਪ੍ਰੇਸ਼ਾਨ - ਫ਼ੋਟੋ : ਰਾਹੁਲ — [474, 456, 618, 464]
story1-point-3: 3. ਸਿੱਖ ਨੌਜਵਾਨਾਂ ਨੂੰ ਸ਼ਕਤੀ ਜਾਵੇ — [222, 193, 302, 202]
story3-col3-text: ਵੋਟਰਾਂ ਦਾ ਰੁਝਾਨ ਜਾਣਨ ਲਈ ਪਾਰਟੀਆਂ ਨੇ ਸਰਵੇਖਣ ਵੀ ਸ਼ੁਰੂ ਕਰ ਦਿੱਤੇ ਹਨ। ਹਰ ਪਾਰਟੀ ਆਪਣੇ ਮਜ਼ਬੂਤ ਉਮੀਦਵਾਰ ਦੀ ਭਾਲ ਵਿਚ ਹੈ। ਜ਼ਿਮਨੀ ਚੋਣ ਦੀ ਤਾਰੀਖ਼ ਦਾ ਐਲਾਨ ਹੁੰਦੇ ਹੀ ਸਿਆਸੀ ਸਰਗਰਮੀਆਂ ਹੋਰ ਤੇਜ਼ ਹੋਣ ਦੀ ਸੰਭਾਵਨਾ ਹੈ। — [670, 744, 938, 772]
story1-headline: ਜਥੇਦਾਰ ਅਕਾਲ ਤਖ਼ਤ ਸਾਹਿਬ ਅੱਗੇ ਵੱਡੀ ਚੁਣੌਤੀ — [6, 62, 456, 92]
deck-line-3: ਮਰੀਜ਼ ☛ 11 ਤਰੀਕ 11 ਵਜੇ — [474, 132, 592, 144]
horizontal-rule-1 — [4, 474, 941, 476]
black-swatch-right — [922, 1496, 933, 1507]
poetry-column — [4, 478, 112, 1494]
story3-col3b-text: ਸਿਆਸੀ ਵਿਸ਼ਲੇਸ਼ਕਾਂ ਅਨੁਸਾਰ ਇਸ ਚੋਣ ਦਾ ਨਤੀਜਾ 2027 ਦੀਆਂ ਵਿਧਾਨ ਸਭਾ ਚੋਣਾਂ ਲਈ ਰਾਹ ਤੈਅ ਕਰੇਗਾ। ਇਸ ਲਈ ਸਾਰੀਆਂ ਪਾਰਟੀਆਂ ਪੂਰਾ ਜ਼ੋਰ ਲਾ ਰਹੀਆਂ ਹਨ। ਆਉਣ ਵਾਲੇ ਦਿਨਾਂ ਵਿਚ ਦਲਬਦਲੀਆਂ ਅਤੇ ਨਵੇਂ ਗਠਜੋੜਾਂ ਦੀ ਤਸਵੀਰ ਹੋਰ ਸਪਸ਼ਟ ਹੋਵੇਗੀ। — [670, 884, 866, 929]
story2-col3-text: ਬਰਨਾਲਾ ਦੇ ਸਿਵਲ ਹਸਪਤਾਲ ਵਿਚ ਓ.ਪੀ.ਡੀ. ਸੇਵਾਵਾਂ ਬੰਦ ਰਹੀਆਂ ਸਰਕਾਰੀ ਹਸਪਤਾਲਾਂ ਵਿਚ ਡਾਕਟਰਾਂ ਦੀ ਸੁਰੱਖਿਆ ਲਈ ਪੁਲਿਸ ਤਾਇਨਾਤ ਕਰਨ ਦੀ ਮੰਗ ਵੀ ਕੀਤੀ ਗਈ। — [798, 378, 942, 414]
